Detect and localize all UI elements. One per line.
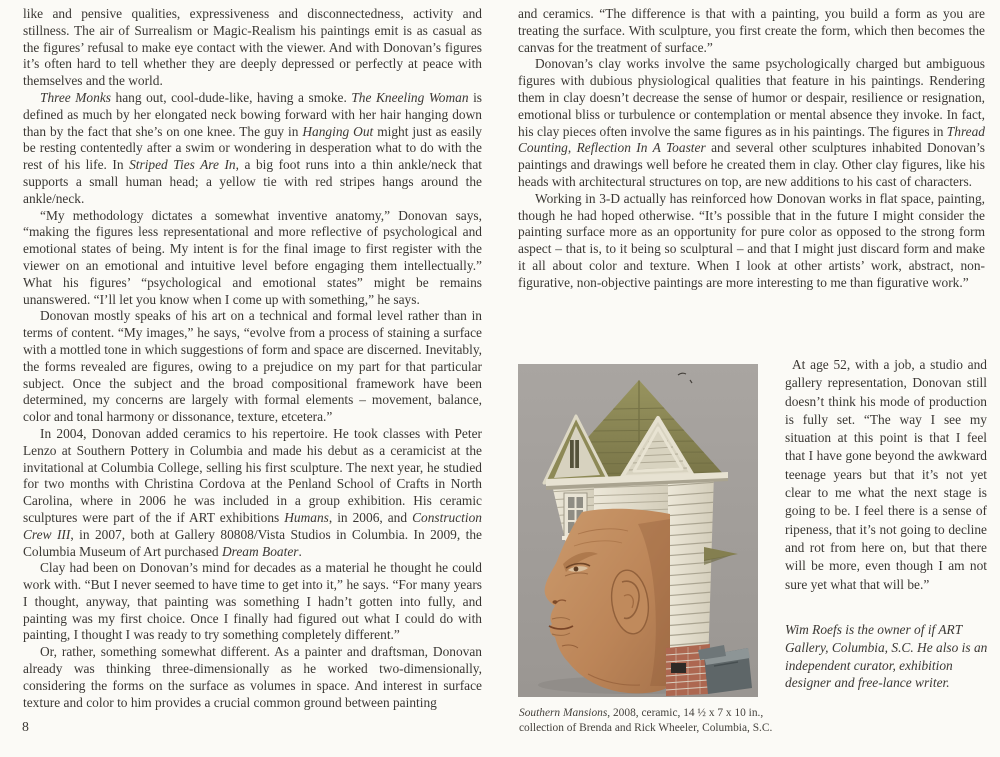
photo-caption [519, 706, 819, 736]
author-bio [785, 621, 991, 692]
paragraph: like and pensive qualities, expressiveness and disconnectedness, activity and stillness. The air of Surrealism or Magic-Realism his paintings emit is as casual as the figures’ refusal to make eye contact with the viewer. And with Donovan’s figures it’s often hard to tell whether they are deeply depressed or perfectly at peace with themselves and the world. [23, 6, 482, 89]
paragraph: Donovan mostly speaks of his art on a technical and formal level rather than in terms of content. “My images,” he says, “evolve from a process of staining a surface with a mottled tone in which suggestions of form and space are discerned. Inevitably, the forms revealed are figures, owing to a prejudice on my part for that particular subject. Once the subject and the broad compositional framework have been determined, my concerns are largely with formal elements – movement, balance, color and tonal harmony or dissonance, texture, etcetera.” [23, 308, 482, 425]
paragraph: “My methodology dictates a somewhat inventive anatomy,” Donovan says, “making the figures less representational and more reflective of psychological and emotional states of being. My intent is for the final image to first register with the viewer on an emotional and intuitive level before engaging them intellectually.” What his figures’ “psychological and emotional states” might be remains unanswered. “I’ll let you know when I come up with something,” he says. [23, 207, 482, 307]
paragraph: Donovan’s clay works involve the same psychologically charged but ambiguous figures with dubious physiological qualities that feature in his paintings. Rendering them in clay doesn’t decrease the sense of humor or despair, resilience or resignation, emotional bliss or turbulence or contemplation or mental absence they invoke. In fact, his clay pieces often involve the same figures as in his paintings. The figures in Thread Counting, Reflection In A Toaster and several other sculptures inhabited Donovan’s paintings and drawings well before he created them in clay. Other clay figures, like his heads with architectural structures on top, are new additions to his cast of characters. [518, 56, 986, 189]
sculpture-illustration [518, 364, 758, 697]
sculpture-photo [518, 364, 758, 697]
paragraph: Southern Mansions, 2008, ceramic, 14 ½ x 7 x 10 in., [519, 707, 764, 719]
page-number: 8 [22, 719, 29, 734]
left-column [23, 6, 482, 711]
paragraph: Clay had been on Donovan’s mind for decades as a material he thought he could work with. “But I never seemed to have time to get into it,” he says. “For many years I thought, anyway, that painting was something I hadn’t gotten into fully, and painting was my first choice. Once I finally had figured out what I could do with painting, I thought I was ready to try something completely different.” [23, 560, 482, 643]
paragraph: and ceramics. “The difference is that with a painting, you build a form as you are treating the surface. With sculpture, you first create the form, which then becomes the canvas for the treatment of surface.” [518, 6, 985, 55]
paragraph: Or, rather, something somewhat different. As a painter and draftsman, Donovan already was thinking three-dimensionally as he worked two-dimensionally, considering the forms on the surface as volumes in space. And interest in surface texture and color to him provides a crucial common ground between painting [23, 644, 482, 710]
paragraph: collection of Brenda and Rick Wheeler, Columbia, S.C. [519, 721, 773, 734]
paragraph: Three Monks hang out, cool-dude-like, having a smoke. The Kneeling Woman is defined as much by her elongated neck bowing forward with her hair hanging down than by the fact that she’s on one knee. The guy in Hanging Out might just as easily be resting contentedly after a swim or wondering in desperation what to do with the rest of his life. In Striped Ties Are In, a big foot runs into a thin ankle/neck that supports a small human head; a yellow tie with red stripes hangs around the ankle/neck. [23, 89, 483, 206]
paragraph: In 2004, Donovan added ceramics to his repertoire. He took classes with Peter Lenzo at Southern Pottery in Columbia and made his debut as a ceramicist at the invitational at Columbia College, selling his first sculpture. The next year, he studied for two months with Christina Cordova at the Penland School of Crafts in North Carolina, where in 2006 he was included in a group exhibition. His ceramic sculptures were part of the if ART exhibitions Humans, in 2006, and Construction Crew III, in 2007, both at Gallery 80808/Vista Studios in Columbia. In 2009, the Columbia Museum of Art purchased Dream Boater. [23, 425, 482, 559]
paragraph: Working in 3-D actually has reinforced how Donovan works in flat space, painting, though he had hoped otherwise. “It’s possible that in the future I might consider the painting surface more as an opportunity for pure color as opposed to the strong form aspect – that is, to it being so sculptural – and that I might just discard form and make it all about color and texture. When I look at other artists’ work, abstract, non-figurative, non-objective paintings are more interesting to me than figurative work.” [518, 190, 985, 290]
paragraph: At age 52, with a job, a studio and gallery representation, Donovan still doesn’t think his mode of production is fully set. “The way I see my situation at this point is that I feel that I have gone beyond the awkward teenage years but that it’s not yet clear to me what the next stage is going to be. I feel there is a sense of ripeness, that it’s not going to decline and rot from here on, but that there will be more, even though I am not sure yet what that will be.” [785, 357, 987, 592]
right-column-top [518, 6, 985, 292]
paragraph: Wim Roefs is the owner of if ART Gallery, Columbia, S.C. He also is an independent curator, exhibition designer and free-lance writer. [785, 622, 988, 691]
right-column-sidebar [785, 356, 987, 594]
